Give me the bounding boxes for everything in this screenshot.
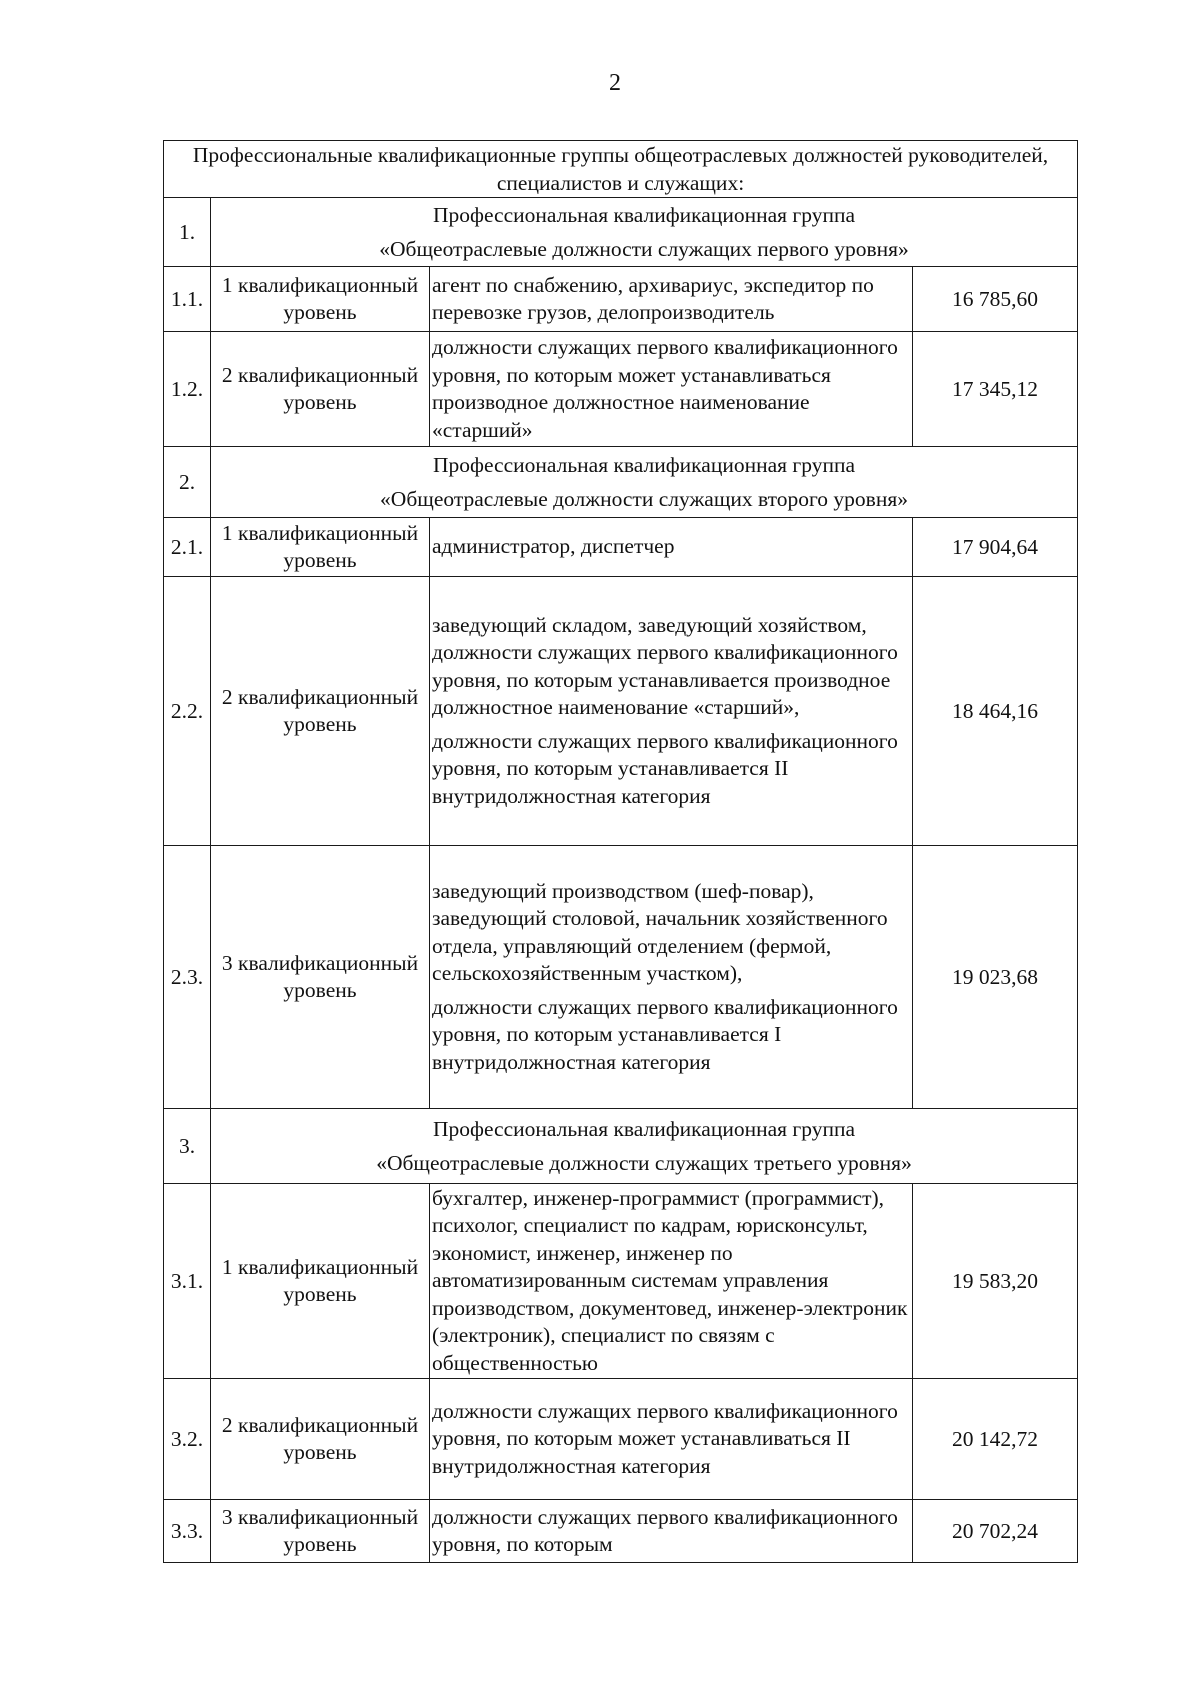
group-title <box>211 198 1078 267</box>
row-number: 2.1. <box>164 518 211 577</box>
row-number: 1.2. <box>164 332 211 447</box>
row-salary: 20 142,72 <box>913 1379 1078 1500</box>
table-header: Профессиональные квалификационные группы общеотраслевых должностей руководителей, специалистов и служащих: <box>164 141 1078 198</box>
table-row <box>164 1184 1078 1379</box>
group-title-line: «Общеотраслевые должности служащих третьего уровня» <box>376 1151 912 1175</box>
description-paragraph: администратор, диспетчер <box>432 534 675 559</box>
row-salary: 17 904,64 <box>913 518 1078 577</box>
table-header-row <box>164 141 1078 198</box>
table-row <box>164 518 1078 577</box>
salary-table <box>163 140 1078 1563</box>
group-title-line: «Общеотраслевые должности служащих второго уровня» <box>380 487 908 511</box>
description-paragraph: должности служащих первого квалификационного уровня, по которым может устанавливаться производное должностное наименование «старший» <box>432 335 898 442</box>
description-paragraph: должности служащих первого квалификационного уровня, по которым устанавливается I внутридолжностная категория <box>432 994 898 1074</box>
row-salary: 17 345,12 <box>913 332 1078 447</box>
description-paragraph: заведующий производством (шеф-повар), заведующий столовой, начальник хозяйственного отдела, управляющий отделением (фермой, сельскохозяйственным участком), <box>432 878 888 986</box>
row-salary: 19 023,68 <box>913 846 1078 1109</box>
table-row <box>164 1379 1078 1500</box>
description-paragraph: должности служащих первого квалификационного уровня, по которым <box>432 1504 898 1556</box>
row-description <box>430 846 913 1109</box>
row-description <box>430 518 913 577</box>
description-paragraph: должности служащих первого квалификационного уровня, по которым устанавливается II внутридолжностная категория <box>432 728 898 808</box>
row-salary: 20 702,24 <box>913 1500 1078 1563</box>
description-paragraph: заведующий складом, заведующий хозяйством, должности служащих первого квалификационного уровня, по которым устанавливается производное должностное наименование «старший», <box>432 612 898 720</box>
row-description <box>430 577 913 846</box>
table-row <box>164 332 1078 447</box>
description-paragraph: должности служащих первого квалификационного уровня, по которым может устанавливаться II внутридолжностная категория <box>432 1398 898 1478</box>
description-paragraph: агент по снабжению, архивариус, экспедитор по перевозке грузов, делопроизводитель <box>432 272 874 324</box>
row-level: 1 квалификационный уровень <box>211 1184 430 1379</box>
group-row <box>164 198 1078 267</box>
group-number: 1. <box>164 198 211 267</box>
row-description <box>430 332 913 447</box>
group-row <box>164 1109 1078 1184</box>
row-salary: 18 464,16 <box>913 577 1078 846</box>
row-description <box>430 1500 913 1563</box>
row-description <box>430 1379 913 1500</box>
table-row <box>164 577 1078 846</box>
group-title-line: «Общеотраслевые должности служащих первого уровня» <box>379 237 909 261</box>
row-number: 2.2. <box>164 577 211 846</box>
group-title-line: Профессиональная квалификационная группа <box>433 203 856 227</box>
row-number: 1.1. <box>164 267 211 332</box>
row-description <box>430 267 913 332</box>
page-number: 2 <box>609 70 621 96</box>
row-level: 1 квалификационный уровень <box>211 518 430 577</box>
row-description <box>430 1184 913 1379</box>
group-number: 2. <box>164 447 211 518</box>
row-level: 3 квалификационный уровень <box>211 846 430 1109</box>
row-level: 1 квалификационный уровень <box>211 267 430 332</box>
row-number: 3.2. <box>164 1379 211 1500</box>
table-row <box>164 1500 1078 1563</box>
group-title-line: Профессиональная квалификационная группа <box>433 453 856 477</box>
row-number: 3.3. <box>164 1500 211 1563</box>
group-title <box>211 1109 1078 1184</box>
group-title <box>211 447 1078 518</box>
row-number: 3.1. <box>164 1184 211 1379</box>
group-number: 3. <box>164 1109 211 1184</box>
row-level: 2 квалификационный уровень <box>211 1379 430 1500</box>
group-title-line: Профессиональная квалификационная группа <box>433 1117 856 1141</box>
row-number: 2.3. <box>164 846 211 1109</box>
row-level: 2 квалификационный уровень <box>211 332 430 447</box>
row-salary: 16 785,60 <box>913 267 1078 332</box>
row-level: 3 квалификационный уровень <box>211 1500 430 1563</box>
description-paragraph: бухгалтер, инженер-программист (программист), психолог, специалист по кадрам, юрисконсульт, экономист, инженер, инженер по автоматизированным системам управления производством, документовед, инженер-электроник (электроник), специалист по связям с общественностью <box>432 1185 908 1375</box>
row-salary: 19 583,20 <box>913 1184 1078 1379</box>
table-row <box>164 267 1078 332</box>
group-row <box>164 447 1078 518</box>
table-row <box>164 846 1078 1109</box>
row-level: 2 квалификационный уровень <box>211 577 430 846</box>
